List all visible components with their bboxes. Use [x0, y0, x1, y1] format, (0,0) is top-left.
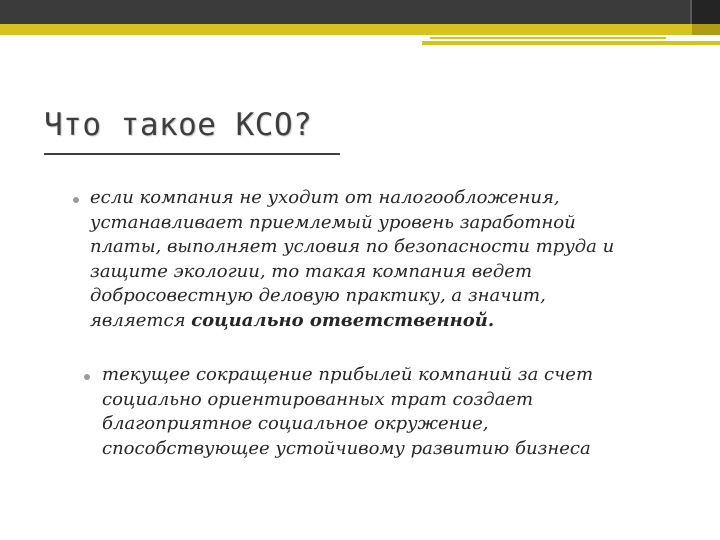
title-underline	[44, 153, 340, 155]
bullet-item-1	[90, 186, 690, 333]
bullet-line: устанавливает приемлемый уровень заработной	[90, 211, 576, 233]
bullet-icon	[73, 197, 79, 203]
slide-title: Что такое КСО?	[44, 107, 313, 143]
bullet-emphasis: социально ответственной	[191, 309, 488, 331]
bullet-line: добросовестную деловую практику, а значит,	[90, 285, 546, 306]
accent-band	[0, 24, 720, 35]
bullet-line: если компания не уходит от налогообложения,	[90, 187, 560, 208]
bullet-line: способствующее устойчивому развитию бизнеса	[102, 437, 591, 459]
bullet-period: .	[487, 309, 495, 331]
header-bar-end	[692, 0, 720, 24]
accent-line-upper	[430, 37, 666, 39]
accent-line-lower	[422, 41, 720, 45]
bullet-line: социально ориентированных трат создает	[102, 388, 534, 410]
header-bar	[0, 0, 720, 24]
bullet-item-2	[102, 363, 692, 461]
bullet-line: защите экологии, то такая компания ведет	[90, 260, 533, 282]
bullet-line-last	[90, 309, 690, 334]
bullet-line: текущее сокращение прибылей компаний за счет	[102, 364, 594, 385]
bullet-icon	[84, 374, 90, 380]
accent-band-end	[692, 24, 720, 35]
bullet-line: благоприятное социальное окружение,	[102, 413, 489, 434]
bullet-line: платы, выполняет условия по безопасности труда и	[90, 236, 615, 257]
bullet-text: является	[90, 309, 192, 331]
